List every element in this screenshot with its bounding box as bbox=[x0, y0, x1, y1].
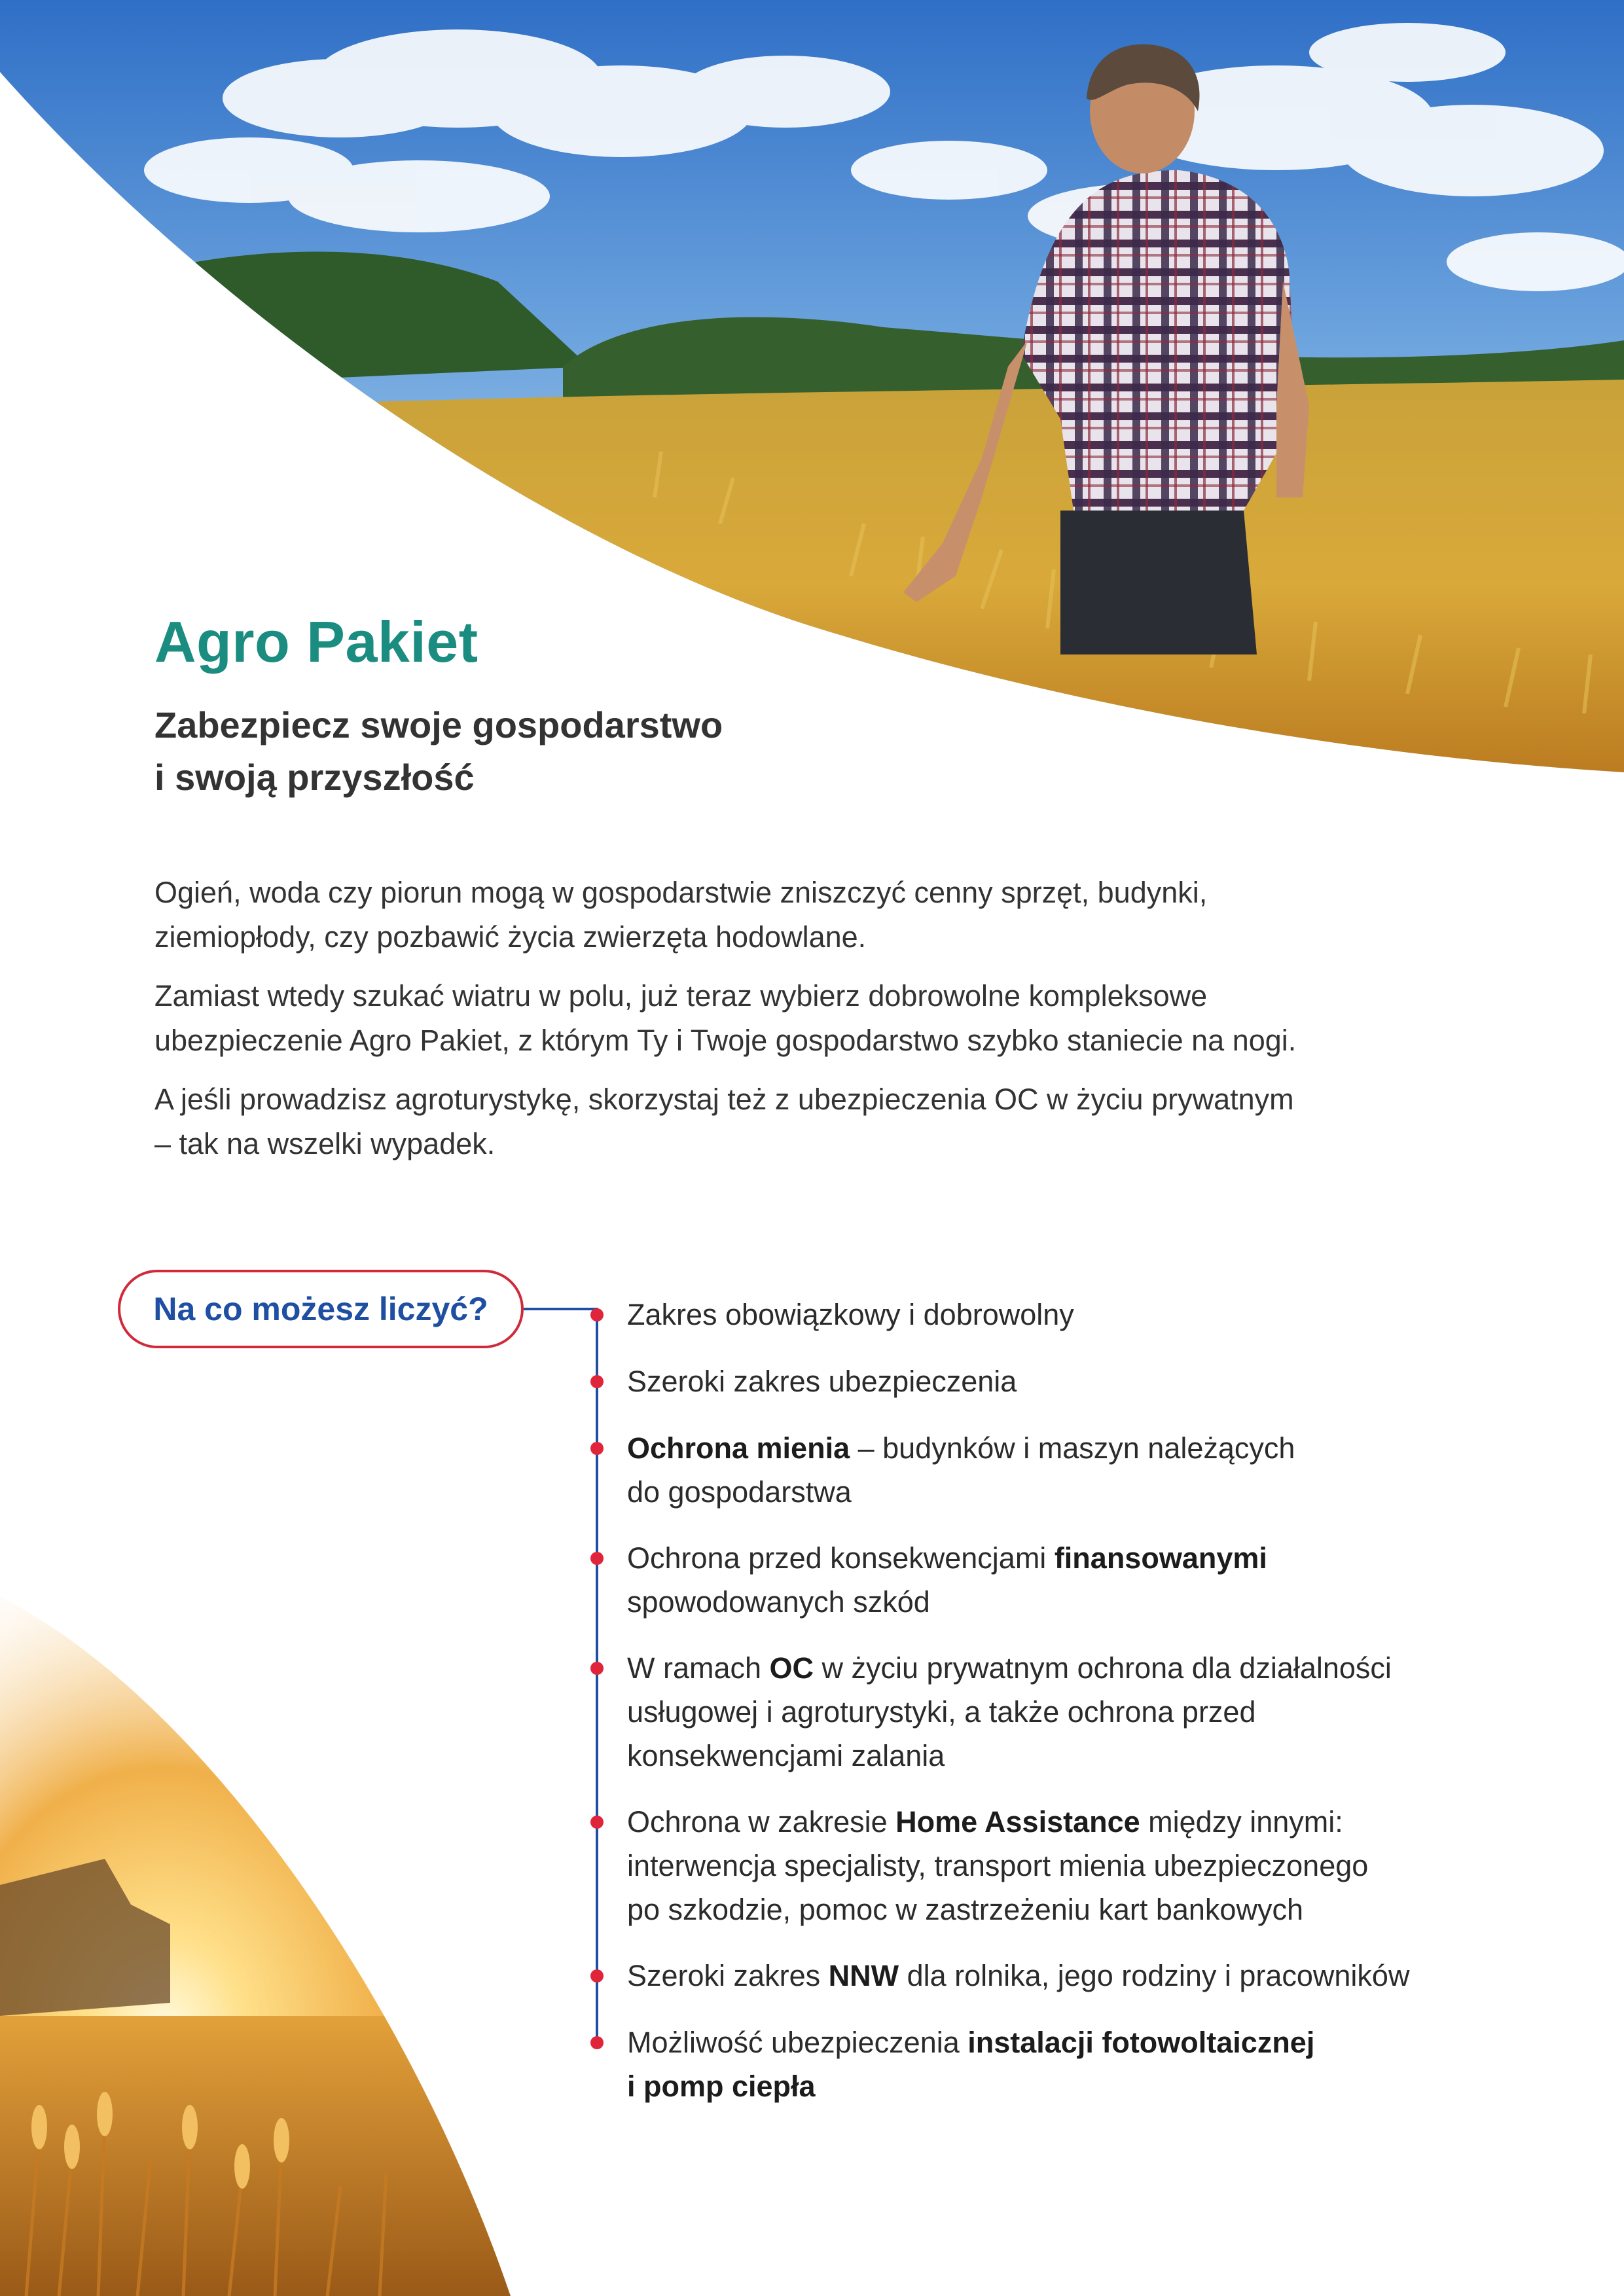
benefit-text: Możliwość ubezpieczenia bbox=[627, 2026, 968, 2059]
benefit-line bbox=[627, 2020, 1543, 2064]
benefit-emphasis: Home Assistance bbox=[895, 1805, 1140, 1839]
benefit-line bbox=[627, 1646, 1543, 1690]
benefit-item bbox=[627, 1359, 1543, 1403]
benefit-text: Zakres obowiązkowy i dobrowolny bbox=[627, 1298, 1074, 1331]
benefit-item bbox=[627, 2020, 1543, 2108]
benefit-text: usługowej i agroturystyki, a także ochrona przed bbox=[627, 1695, 1256, 1729]
benefit-item bbox=[627, 1293, 1543, 1336]
intro-text bbox=[154, 870, 1437, 1181]
benefit-text: Szeroki zakres ubezpieczenia bbox=[627, 1365, 1017, 1398]
benefit-line bbox=[627, 1690, 1543, 1734]
benefit-text: Ochrona przed konsekwencjami bbox=[627, 1541, 1055, 1575]
intro-line: ubezpieczenie Agro Pakiet, z którym Ty i Twoje gospodarstwo szybko staniecie na nogi. bbox=[154, 1024, 1297, 1057]
benefit-text: między innymi: bbox=[1140, 1805, 1343, 1839]
benefit-emphasis: finansowanymi bbox=[1054, 1541, 1267, 1575]
intro-line: Ogień, woda czy piorun mogą w gospodarstwie zniszczyć cenny sprzęt, budynki, bbox=[154, 876, 1208, 909]
page-title: Agro Pakiet bbox=[154, 609, 478, 674]
timeline-line bbox=[596, 1309, 598, 2041]
benefit-line bbox=[627, 2064, 1543, 2108]
benefit-line bbox=[627, 1470, 1543, 1514]
benefit-emphasis: instalacji fotowoltaicznej bbox=[967, 2026, 1315, 2059]
benefit-line bbox=[627, 1888, 1543, 1931]
benefit-emphasis: OC bbox=[769, 1651, 814, 1685]
benefit-line bbox=[627, 1734, 1543, 1778]
benefit-item bbox=[627, 1800, 1543, 1931]
subtitle-line: i swoją przyszłość bbox=[154, 757, 475, 798]
page-subtitle bbox=[154, 699, 940, 804]
benefit-item bbox=[627, 1426, 1543, 1514]
benefit-line bbox=[627, 1359, 1543, 1403]
benefit-text: Szeroki zakres bbox=[627, 1959, 829, 1992]
subtitle-line: Zabezpiecz swoje gospodarstwo bbox=[154, 704, 723, 745]
benefit-text: interwencja specjalisty, transport mienia ubezpieczonego bbox=[627, 1849, 1369, 1882]
benefit-text: dla rolnika, jego rodziny i pracowników bbox=[899, 1959, 1410, 1992]
benefit-text: do gospodarstwa bbox=[627, 1475, 852, 1509]
harvest-photo bbox=[0, 1597, 589, 2296]
benefit-text: W ramach bbox=[627, 1651, 770, 1685]
intro-line: A jeśli prowadzisz agroturystykę, skorzystaj też z ubezpieczenia OC w życiu prywatnym bbox=[154, 1083, 1294, 1116]
benefit-line bbox=[627, 1844, 1543, 1888]
intro-line: Zamiast wtedy szukać wiatru w polu, już teraz wybierz dobrowolne kompleksowe bbox=[154, 979, 1208, 1013]
benefit-item bbox=[627, 1536, 1543, 1624]
benefits-label: Na co możesz liczyć? bbox=[118, 1270, 524, 1348]
intro-line: ziemiopłody, czy pozbawić życia zwierzęta hodowlane. bbox=[154, 920, 867, 954]
intro-paragraph bbox=[154, 870, 1437, 960]
benefit-item bbox=[627, 1646, 1543, 1778]
benefit-text: Ochrona w zakresie bbox=[627, 1805, 896, 1839]
benefit-emphasis: NNW bbox=[828, 1959, 899, 1992]
intro-paragraph bbox=[154, 1077, 1437, 1166]
benefit-line bbox=[627, 1426, 1543, 1470]
intro-paragraph bbox=[154, 974, 1437, 1063]
benefit-emphasis: Ochrona mienia bbox=[627, 1431, 850, 1465]
benefit-line bbox=[627, 1800, 1543, 1844]
benefit-text: spowodowanych szkód bbox=[627, 1585, 930, 1619]
benefit-text: – budynków i maszyn należących bbox=[850, 1431, 1295, 1465]
connector-line bbox=[524, 1308, 598, 1310]
benefit-text: po szkodzie, pomoc w zastrzeżeniu kart bankowych bbox=[627, 1893, 1303, 1926]
benefit-line bbox=[627, 1293, 1543, 1336]
intro-line: – tak na wszelki wypadek. bbox=[154, 1127, 496, 1160]
benefit-text: konsekwencjami zalania bbox=[627, 1739, 945, 1772]
benefit-line bbox=[627, 1580, 1543, 1624]
benefit-item bbox=[627, 1954, 1543, 1998]
benefit-text: w życiu prywatnym ochrona dla działalności bbox=[814, 1651, 1392, 1685]
benefit-line bbox=[627, 1536, 1543, 1580]
benefit-emphasis: i pomp ciepła bbox=[627, 2070, 816, 2103]
benefit-line bbox=[627, 1954, 1543, 1998]
